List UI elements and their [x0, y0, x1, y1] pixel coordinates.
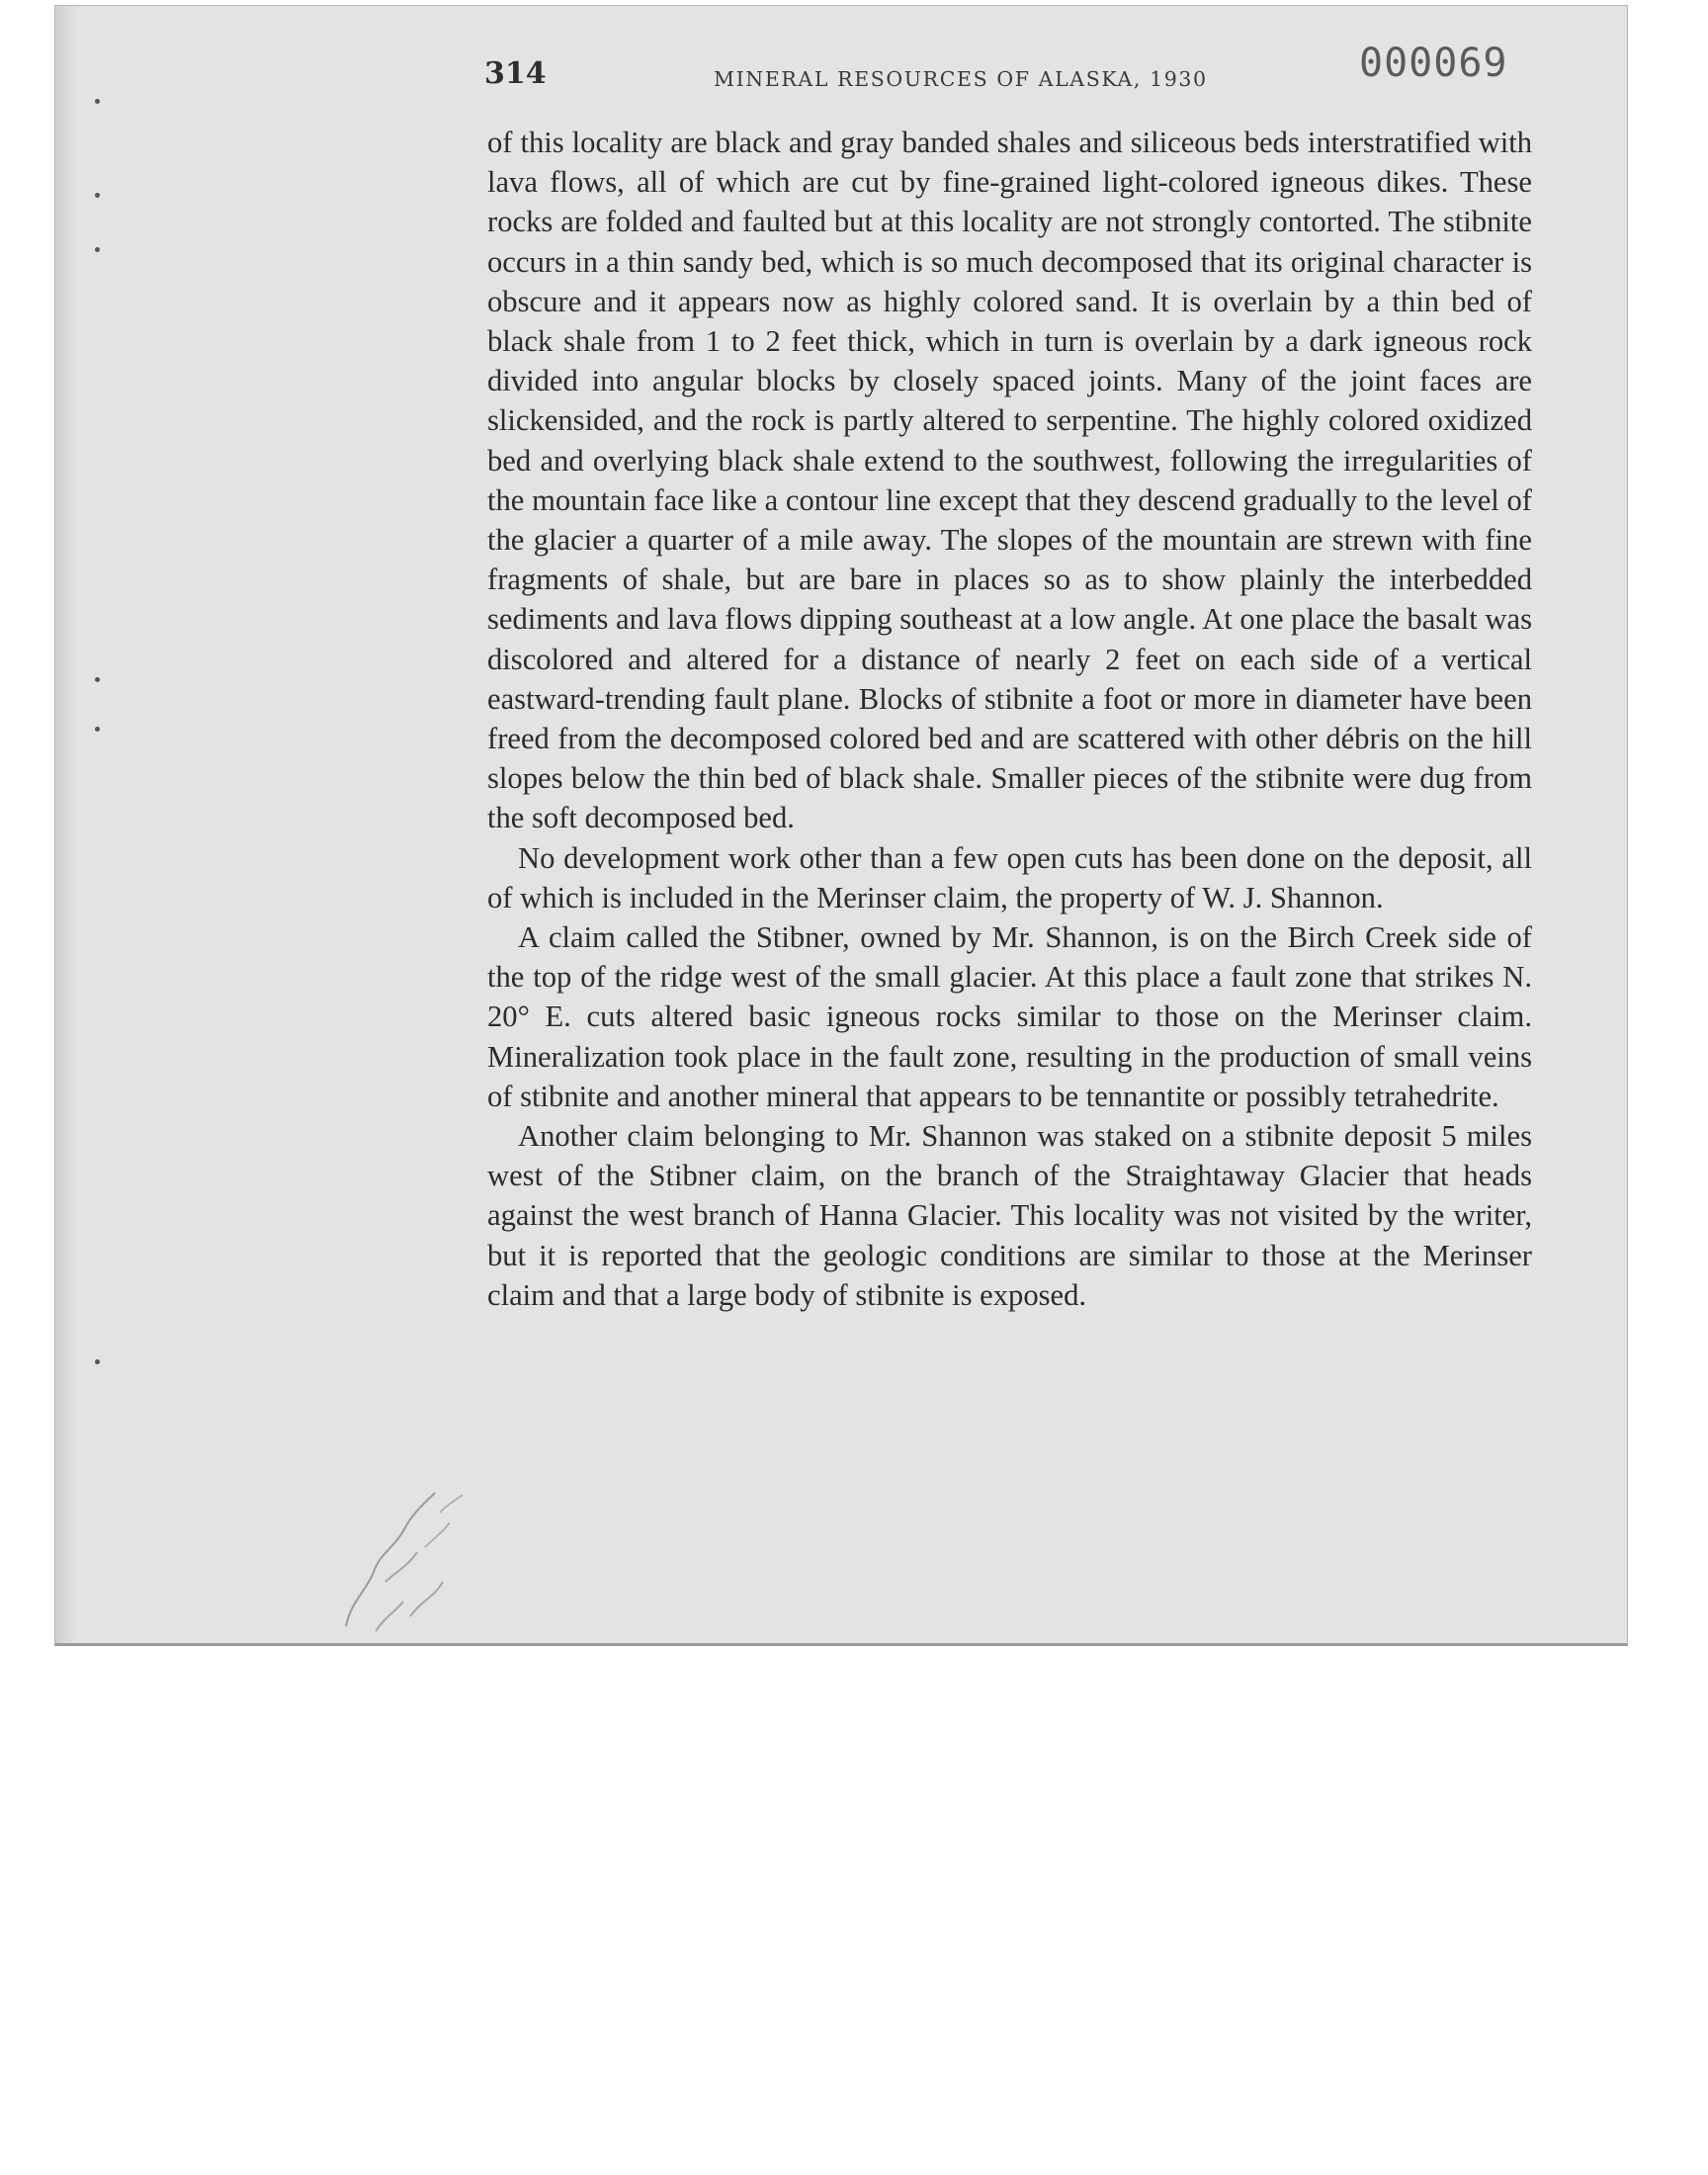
body-text — [487, 123, 1532, 1315]
margin-mark — [95, 677, 100, 682]
page-edge-shadow — [55, 6, 77, 1643]
margin-mark — [95, 99, 100, 104]
margin-mark — [95, 727, 100, 732]
running-head: MINERAL RESOURCES OF ALASKA, 1930 — [714, 67, 1208, 91]
margin-mark — [95, 247, 100, 252]
paragraph: A claim called the Stibner, owned by Mr. Shannon, is on the Birch Creek side of the top of the ridge west of the small glacier. At this place a fault zone that strikes N. 20° E. cuts altered basic igneous rocks similar to those on the Merinser claim. Mineralization took place in the fault zone, resulting in the production of small veins of stibnite and another mineral that appears to be tennantite or possibly tetrahedrite. — [487, 920, 1532, 1113]
paragraph: No development work other than a few open cuts has been done on the deposit, all of which is included in the Merinser claim, the property of W. J. Shannon. — [487, 840, 1532, 914]
stamp-number: 000069 — [1359, 41, 1508, 86]
paragraph-continued: of this locality are black and gray banded shales and siliceous beds interstratified with lava flows, all of which are cut by fine-grained light-colored igneous dikes. These rocks are folded and faulted but at this locality are not strongly contorted. The stibnite occurs in a thin sandy bed, which is so much decomposed that its original character is obscure and it appears now as highly colored sand. It is overlain by a thin bed of black shale from 1 to 2 feet thick, which in turn is overlain by a dark igneous rock divided into angular blocks by closely spaced joints. Many of the joint faces are slickensided, and the rock is partly altered to serpentine. The highly colored oxidized bed and overlying black shale extend to the southwest, following the irregularities of the mountain face like a contour line except that they descend gradually to the level of the glacier a quarter of a mile away. The slopes of the mountain are strewn with fine fragments of shale, but are bare in places so as to show plainly the interbedded sediments and lava flows dipping southeast at a low angle. At one place the basalt was discolored and altered for a distance of nearly 2 feet on each side of a vertical eastward-trending fault plane. Blocks of stibnite a foot or more in diameter have been freed from the decomposed colored bed and are scattered with other débris on the hill slopes below the thin bed of black shale. Smaller pieces of the stibnite were dug from the soft decomposed bed. — [487, 126, 1532, 835]
paragraph: Another claim belonging to Mr. Shannon was staked on a stibnite deposit 5 miles west of the Stibner claim, on the branch of the Straightaway Glacier that heads against the west branch of Hanna Glacier. This locality was not visited by the writer, but it is reported that the geologic conditions are similar to those at the Merinser claim and that a large body of stibnite is exposed. — [487, 1119, 1532, 1312]
margin-mark — [95, 193, 100, 198]
page-number: 314 — [484, 56, 547, 91]
handwritten-margin-note — [326, 1453, 494, 1641]
margin-mark — [95, 1359, 100, 1364]
page-header — [484, 41, 1532, 104]
